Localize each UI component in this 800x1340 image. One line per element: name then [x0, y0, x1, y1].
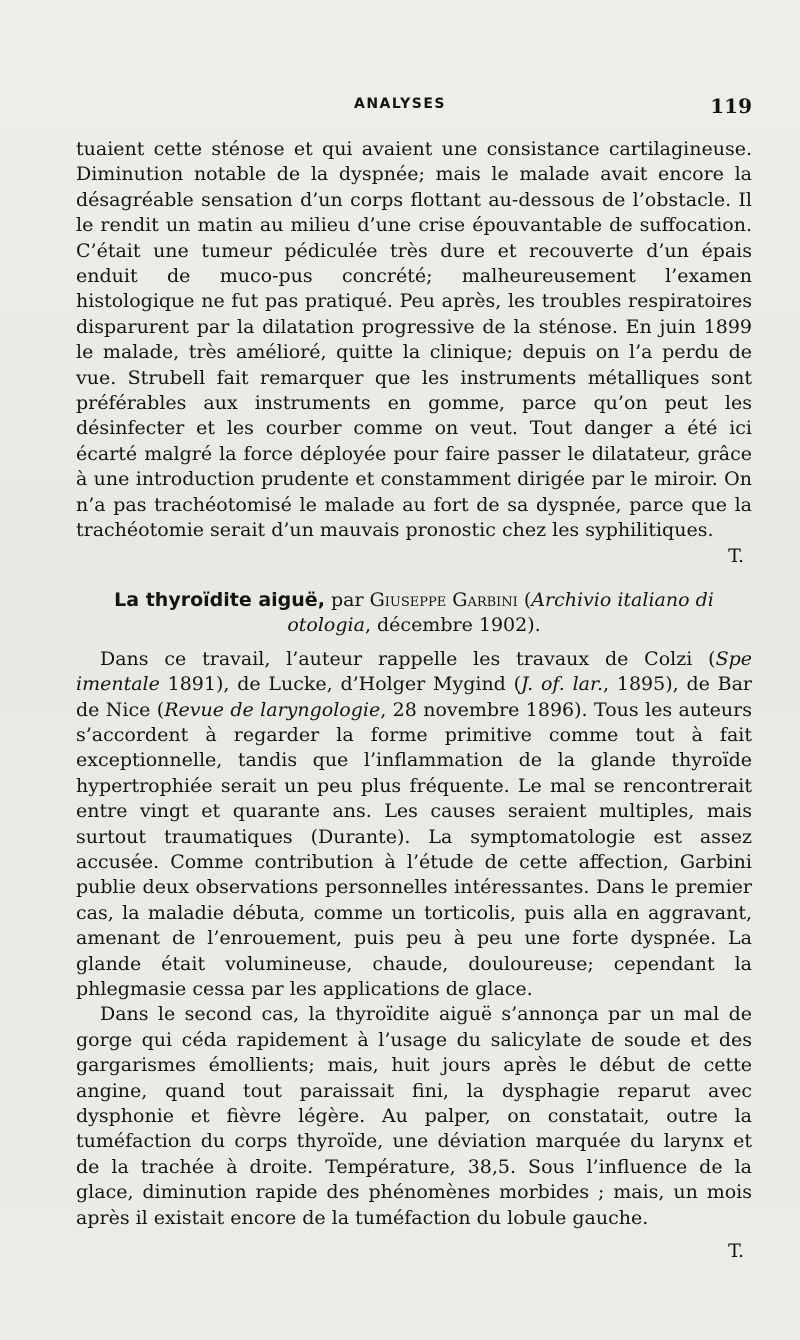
page-body [76, 137, 752, 1264]
review-2-date: , décembre 1902). [364, 614, 541, 637]
citation-reference: Revue de laryngologie [164, 698, 381, 721]
review-2-author: Giuseppe Garbini [369, 588, 518, 611]
review-2-paragraph-1 [76, 647, 752, 1003]
review-2-signature: T. [728, 1240, 744, 1263]
running-header: ANALYSES [354, 96, 446, 112]
review-2-heading [76, 588, 752, 639]
review-2-by: par [324, 588, 370, 611]
paragraph-segment: , 1895), de Bar de Nice ( [76, 673, 752, 721]
review-2-paragraph-2: Dans le second cas, la thyroïdite aiguë s’annonça par un mal de gorge qui céda rapidement à l’usage du salicylate de soude et des gargarismes émollients; mais, huit jours après le début de cette angine, quand tout paraissait fini, la dysphagie reparut avec dysphonie et fièvre légère. Au palper, on constatait, outre la tuméfaction du corps thyroïde, une déviation marquée du larynx et de la trachée à droite. Température, 38,5. Sous l’influence de la glace, diminution rapide des phénomènes morbides ; mais, un mois après il existait encore de la tuméfaction du lobule gauche. [76, 1003, 752, 1229]
review-2-journal-open: ( [517, 588, 532, 611]
paragraph-segment: , 28 novembre 1896). Tous les auteurs s’accordent à regarder la forme primitive comme tout à fait exceptionnelle, tandis que l’inflammation de la glande thyroïde hypertrophiée serait un peu plus fréquente. Le mal se rencontrerait entre vingt et quarante ans. Les causes seraient multiples, mais surtout traumatiques (Durante). La symptomatologie est assez accusée. Comme contribution à l’étude de cette affection, Garbini publie deux observations personnelles intéressantes. Dans le premier cas, la maladie débuta, comme un torticolis, puis alla en aggravant, amenant de l’enrouement, puis peu à peu une forte dyspnée. La glande était volumineuse, chaude, douloureuse; cependant la phlegmasie cessa par les applications de glace. [76, 698, 752, 1000]
citation-reference: Spe imentale [76, 647, 752, 696]
paragraph-segment: Dans ce travail, l’auteur rappelle les travaux de Colzi ( [100, 647, 716, 670]
review-1-signature: T. [728, 544, 744, 567]
review-2-journal: Archivio italiano di otologia [287, 588, 714, 637]
paragraph-segment: 1891), de Lucke, d’Holger Mygind ( [159, 673, 522, 696]
review-2-title: La thyroïdite aiguë, [114, 588, 325, 611]
review-1-continuation: tuaient cette sténose et qui avaient une consistance cartilagineuse. Diminution notable de la dyspnée; mais le malade avait encore la désagréable sensation d’un corps flottant au-dessous de l’obstacle. Il le rendit un matin au milieu d’une crise épouvantable de suffocation. C’était une tumeur pédiculée très dure et recouverte d’un épais enduit de muco-pus concrété; malheureusement l’examen histologique ne fut pas pratiqué. Peu après, les troubles respiratoires disparurent par la dilatation progressive de la sténose. En juin 1899 le malade, très amélioré, quitte la clinique; depuis on l’a perdu de vue. Strubell fait remarquer que les instruments métalliques sont préférables aux instruments en gomme, parce qu’on peut les désinfecter et les courber comme on veut. Tout danger a été ici écarté malgré la force déployée pour faire passer le dilatateur, grâce à une introduction prudente et constamment dirigée par le miroir. On n’a pas trachéotomisé le malade au fort de sa dyspnée, parce que la trachéotomie serait d’un mauvais pronostic chez les syphilitiques. [76, 138, 752, 542]
citation-reference: J. of. lar. [521, 673, 604, 696]
page-number: 119 [710, 94, 752, 118]
